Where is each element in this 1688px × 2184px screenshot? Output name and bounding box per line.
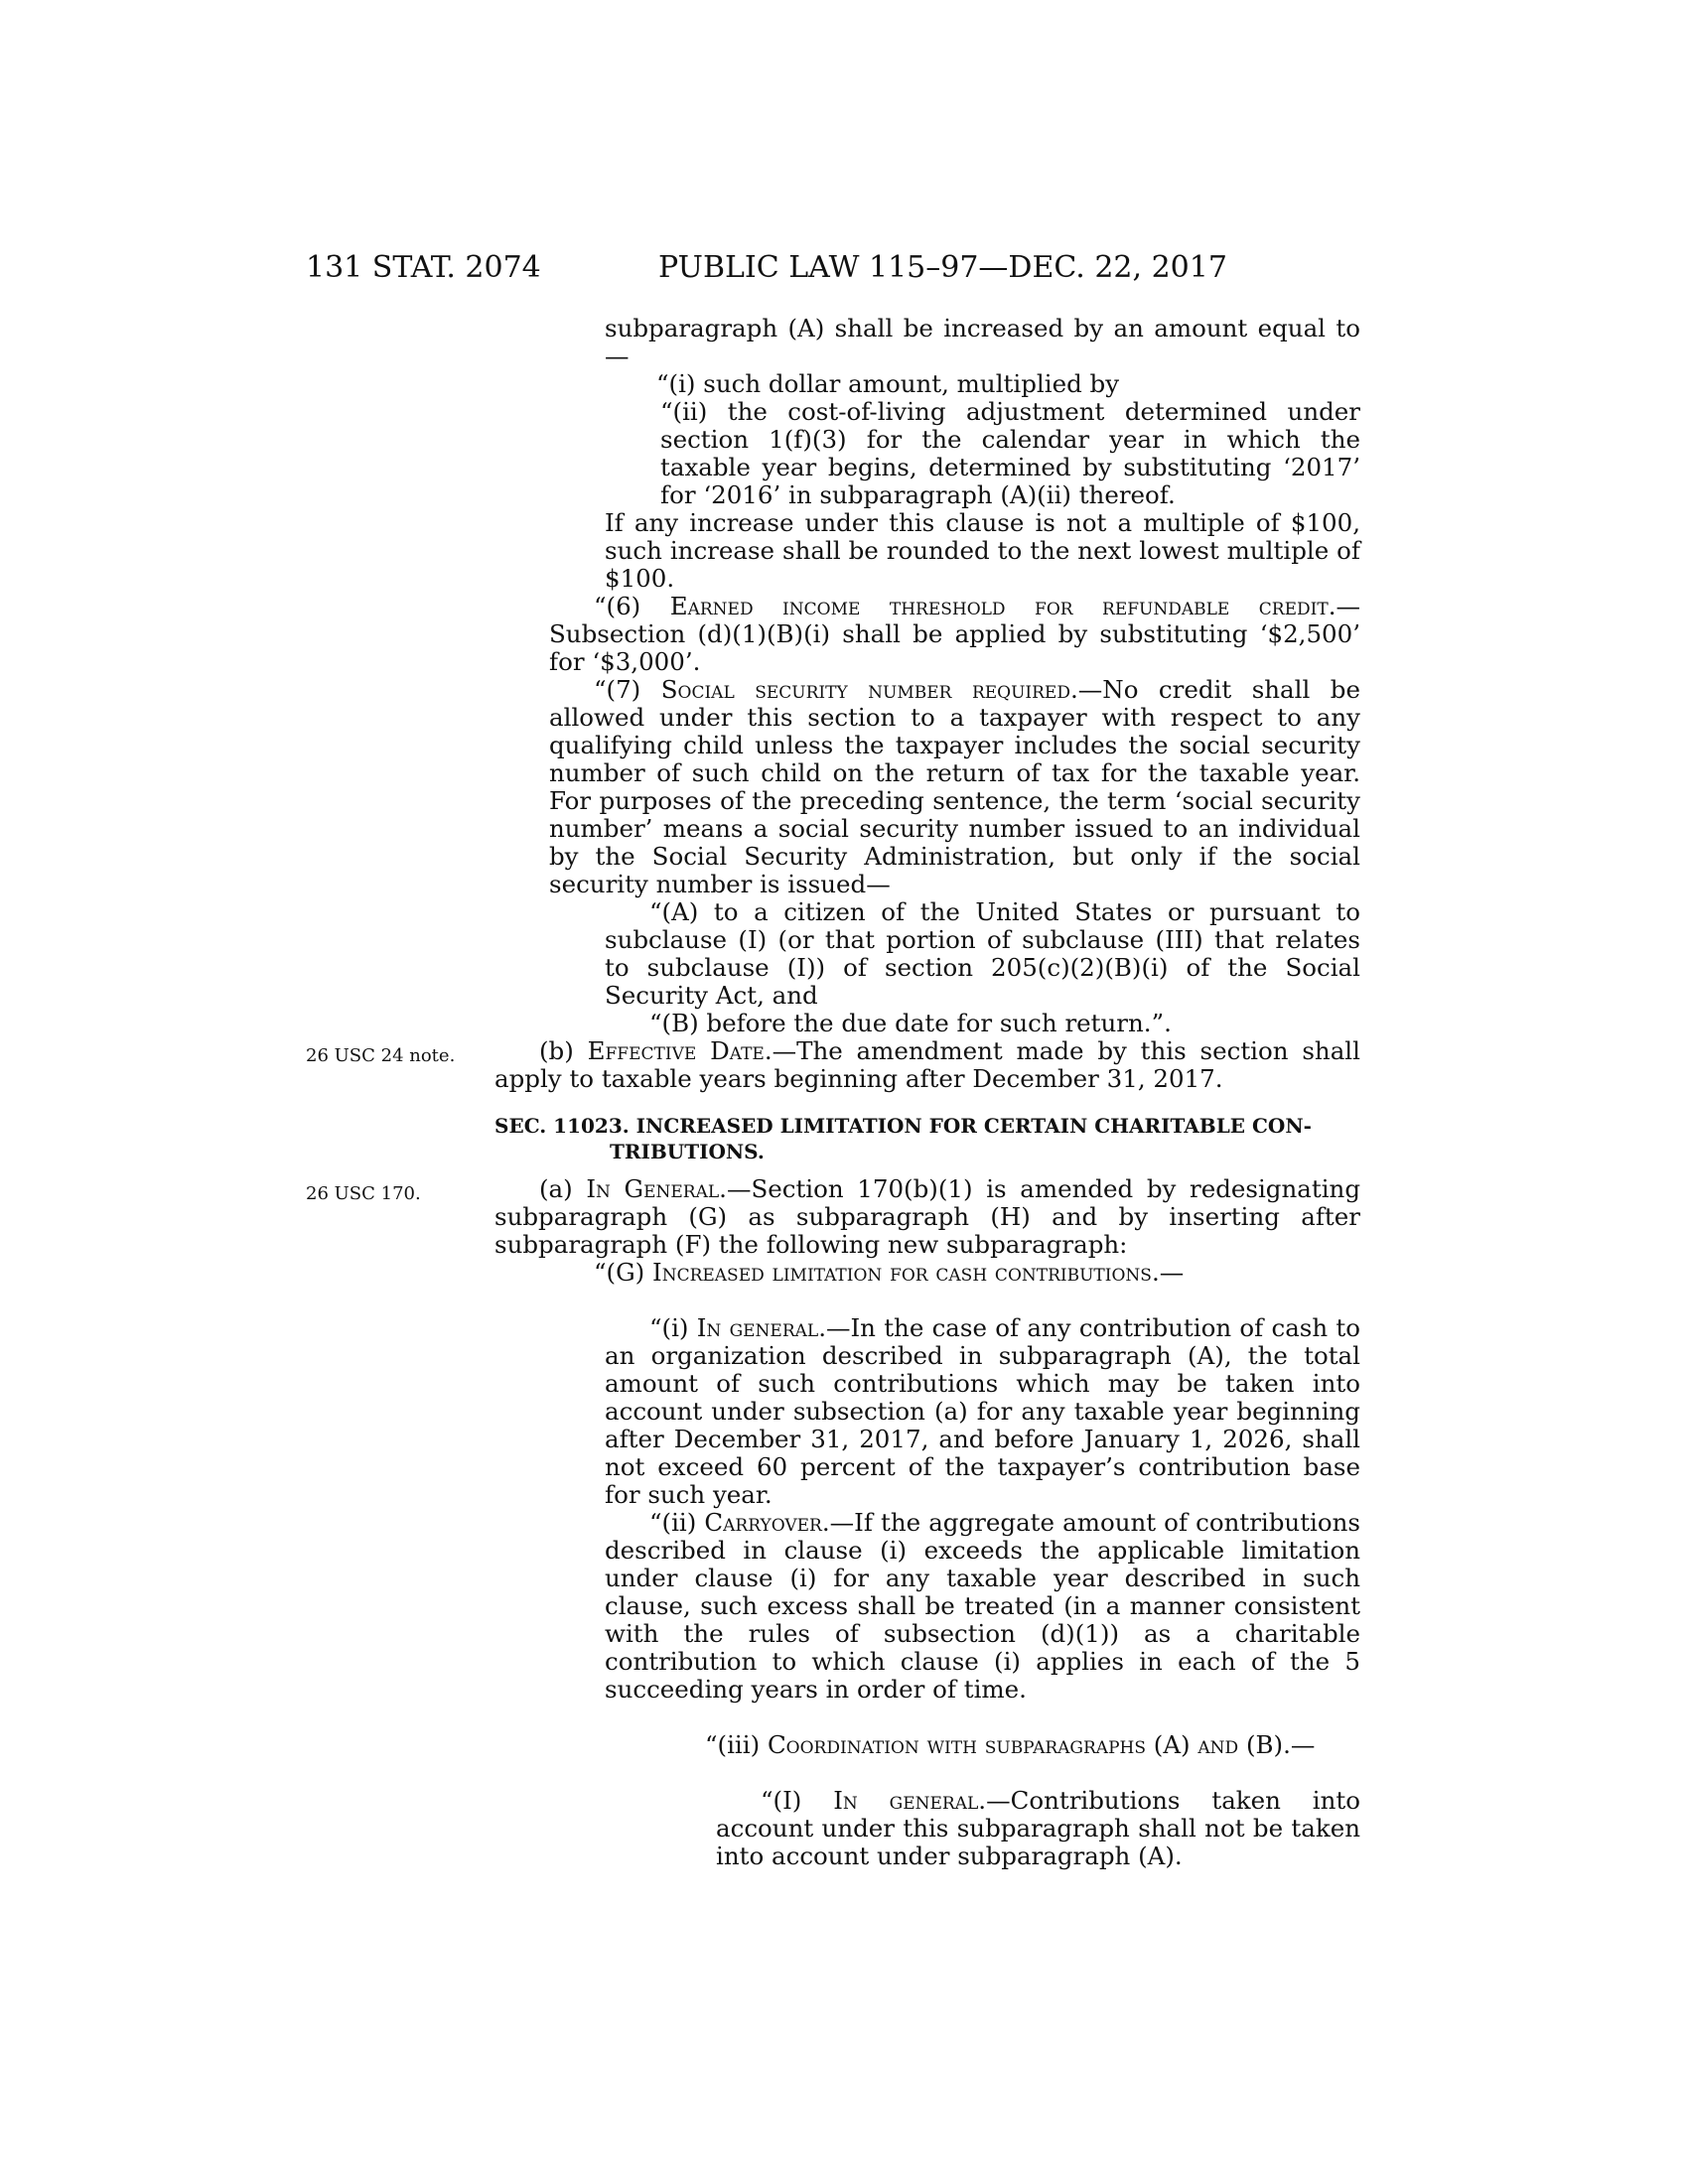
section-heading <box>494 1113 1360 1164</box>
in-general-a-number: (a) <box>539 1174 587 1203</box>
subclause-I-number: “(I) <box>761 1786 834 1815</box>
effective-date <box>494 1037 1360 1093</box>
clause-G-ii-text: .—If the aggregate amount of contributions described in clause (i) exceeds the applicable limitation under clause (i) for any taxable year described in such clause, such excess shall be treated (in a manner consistent with the rules of subsection (d)(1)) as a charitable contribution to which clause (i) applies in each of the 5 succeeding years in order of time. <box>605 1508 1360 1704</box>
clause-G-iii-text: .— <box>1283 1730 1316 1759</box>
subparagraph-B: “(B) before the due date for such return.”. <box>649 1009 1172 1037</box>
paragraph-7-text: .—No credit shall be allowed under this section to a taxpayer with respect to any qualifying child unless the taxpayer includes the social security number of such child on the return of tax for the taxable year. For purposes of the preceding sentence, the term ‘social security number’ means a social security number issued to an individual by the Social Security Administration, but only if the social security number is issued— <box>549 675 1360 898</box>
paragraph-continuation: subparagraph (A) shall be increased by an amount equal to— <box>605 314 1360 370</box>
clause-G-iii-number: “(iii) <box>705 1730 768 1759</box>
in-general-a <box>494 1175 1360 1259</box>
rounding-paragraph: If any increase under this clause is not a multiple of $100, such increase shall be rounded to the next lowest multiple of $100. <box>605 508 1360 593</box>
clause-G-ii <box>605 1509 1360 1704</box>
paragraph-7-heading: Social security number required <box>660 675 1070 704</box>
paragraph-7 <box>549 676 1360 898</box>
clause-ii-text: “(ii) the cost-of-living adjustment determined under section 1(f)(3) for the calendar year in which the taxable year begins, determined by substituting ‘2017’ for ‘2016’ in subparagraph (A)(ii) thereof. <box>660 397 1360 509</box>
clause-G-ii-heading: Carryover <box>704 1508 822 1537</box>
clause-G-i-text: .—In the case of any contribution of cash to an organization described in subparagraph (A), the total amount of such contributions which may be taken into account under subsection (a) for any taxable year beginning after December 31, 2017, and before January 1, 2026, shall not exceed 60 percent of the taxpayer’s contribution base for such year. <box>605 1313 1361 1509</box>
margin-note-effective-date: 26 USC 24 note. <box>306 1045 456 1066</box>
law-title: PUBLIC LAW 115–97—DEC. 22, 2017 <box>658 250 1227 285</box>
subparagraph-G-number: “(G) <box>594 1258 653 1287</box>
subclause-I <box>716 1787 1360 1870</box>
margin-note-usc170: 26 USC 170. <box>306 1183 421 1204</box>
effective-date-number: (b) <box>539 1036 588 1065</box>
paragraph-6 <box>549 593 1360 676</box>
subparagraph-G-text: .— <box>1151 1258 1185 1287</box>
in-general-a-text: .—Section 170(b)(1) is amended by redesignating subparagraph (G) as subparagraph (H) and by inserting after subparagraph (F) the following new subparagraph: <box>494 1174 1360 1259</box>
clause-G-i <box>605 1314 1360 1509</box>
clause-G-iii <box>660 1731 1360 1759</box>
clause-G-iii-heading: Coordination with subparagraphs (A) and (B) <box>767 1730 1284 1759</box>
page-header <box>0 250 1688 290</box>
paragraph-7-number: “(7) <box>594 675 661 704</box>
effective-date-heading: Effective Date <box>587 1036 765 1065</box>
subclause-I-text: .—Contributions taken into account under this subparagraph shall not be taken into account under subparagraph (A). <box>716 1786 1361 1870</box>
section-heading-line2: TRIBUTIONS. <box>610 1140 765 1163</box>
paragraph-6-number: “(6) <box>594 592 670 620</box>
clause-G-i-heading: In general <box>696 1313 819 1342</box>
subclause-I-heading: In general <box>833 1786 979 1815</box>
subparagraph-G-heading: Increased limitation for cash contributions <box>652 1258 1152 1287</box>
stat-reference: 131 STAT. 2074 <box>306 250 541 285</box>
effective-date-text: .—The amendment made by this section shall apply to taxable years beginning after December 31, 2017. <box>494 1036 1360 1093</box>
subparagraph-A: “(A) to a citizen of the United States or pursuant to subclause (I) (or that portion of subclause (III) that relates to subclause (I)) of section 205(c)(2)(B)(i) of the Social Security Act, and <box>605 897 1360 1010</box>
paragraph-6-text: .—Subsection (d)(1)(B)(i) shall be applied by substituting ‘$2,500’ for ‘$3,000’. <box>549 592 1360 676</box>
clause-G-ii-number: “(ii) <box>649 1508 705 1537</box>
clause-i: “(i) such dollar amount, multiplied by <box>656 369 1120 398</box>
subparagraph-G <box>549 1259 1360 1287</box>
clause-G-i-number: “(i) <box>649 1313 697 1342</box>
section-heading-line1: SEC. 11023. INCREASED LIMITATION FOR CERTAIN CHARITABLE CON- <box>494 1114 1312 1138</box>
in-general-a-heading: In General <box>586 1174 720 1203</box>
clause-ii <box>660 398 1360 509</box>
paragraph-6-heading: Earned income threshold for refundable credit <box>669 592 1329 620</box>
